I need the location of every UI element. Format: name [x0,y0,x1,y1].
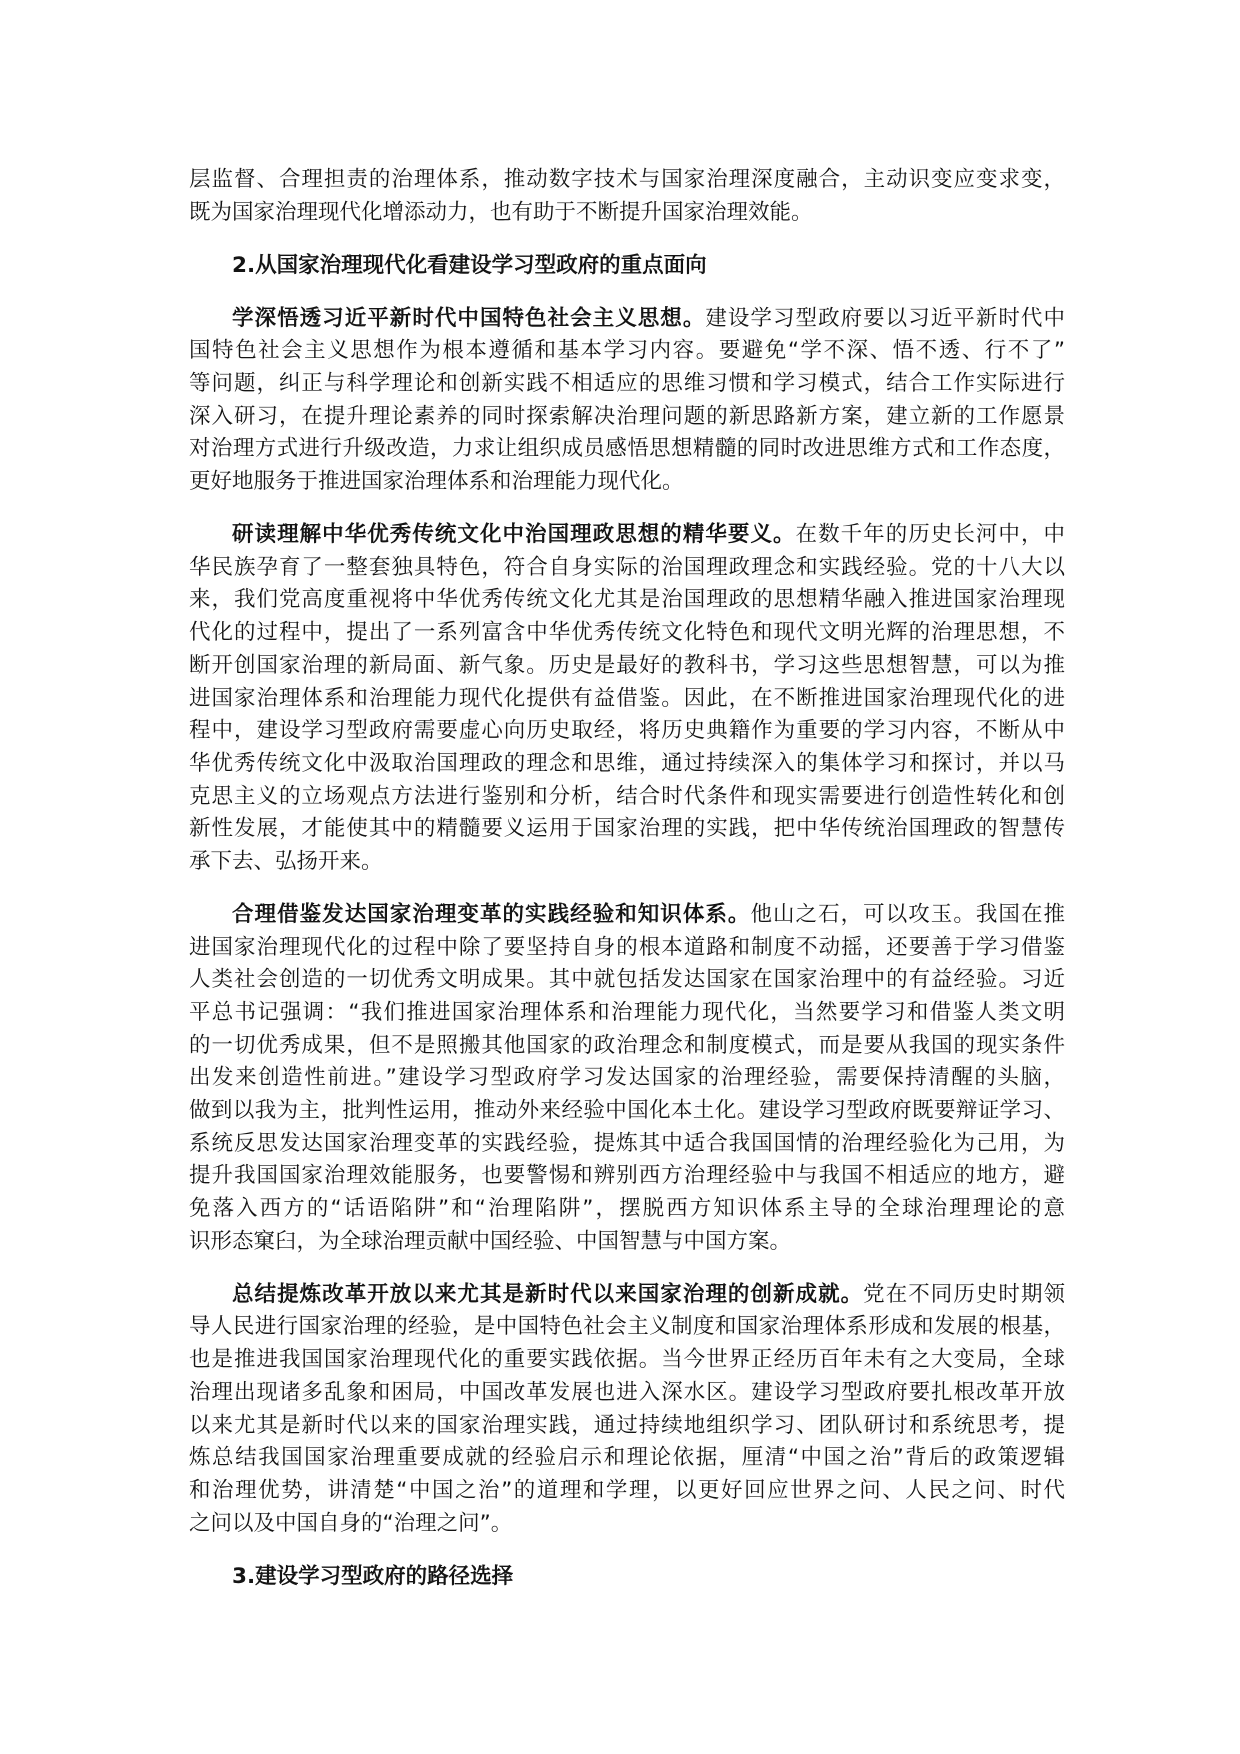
text-line: 出发来创造性前进。”建设学习型政府学习发达国家的治理经验，需要保持清醒的头脑， [189,1065,1065,1091]
text-line: 导人民进行国家治理的经验，是中国特色社会主义制度和国家治理体系形成和发展的根基， [189,1314,1065,1340]
text-line: 治理出现诸多乱象和困局，中国改革发展也进入深水区。建设学习型政府要扎根改革开放 [189,1379,1065,1405]
text-line: 进国家治理现代化的过程中除了要坚持自身的根本道路和制度不动摇，还要善于学习借鉴 [189,934,1065,960]
paragraph-lead: 学深悟透习近平新时代中国特色社会主义思想。 [232,305,706,331]
text-span: 他山之石，可以攻玉。我国在推 [750,901,1065,927]
text-line: 国特色社会主义思想作为根本遵循和基本学习内容。要避免“学不深、悟不透、行不了” [189,338,1065,364]
paragraph-lead: 合理借鉴发达国家治理变革的实践经验和知识体系。 [232,901,751,927]
text-line: 免落入西方的“话语陷阱”和“治理陷阱”，摆脱西方知识体系主导的全球治理理论的意 [189,1196,1065,1222]
text-line: 平总书记强调：“我们推进国家治理体系和治理能力现代化，当然要学习和借鉴人类文明 [189,1000,1065,1025]
text-line: 华民族孕育了一整套独具特色，符合自身实际的治国理政理念和实践经验。党的十八大以 [189,554,1065,580]
paragraph-continuation [189,164,1065,229]
text-line: 也是推进我国国家治理现代化的重要实践依据。当今世界正经历百年未有之大变局，全球 [189,1347,1065,1373]
paragraph-point-4 [189,1279,1065,1541]
text-line: 程中，建设学习型政府需要虚心向历史取经，将历史典籍作为重要的学习内容，不断从中 [189,718,1065,744]
text-line [189,899,1065,932]
text-line: 来，我们党高度重视将中华优秀传统文化尤其是治国理政的思想精华融入推进国家治理现 [189,587,1065,613]
text-line: 系统反思发达国家治理变革的实践经验，提炼其中适合我国国情的治理经验化为己用，为 [189,1130,1065,1156]
text-line: 的一切优秀成果，但不是照搬其他国家的政治理念和制度模式，而是要从我国的现实条件 [189,1032,1065,1058]
text-line: 新性发展，才能使其中的精髓要义运用于国家治理的实践，把中华传统治国理政的智慧传 [189,816,1065,842]
text-line: 克思主义的立场观点方法进行鉴别和分析，结合时代条件和现实需要进行创造性转化和创 [189,783,1065,809]
text-line: 做到以我为主，批判性运用，推动外来经验中国化本土化。建设学习型政府既要辩证学习、 [189,1098,1065,1124]
text-line: 华优秀传统文化中汲取治国理政的理念和思维，通过持续深入的集体学习和探讨，并以马 [189,750,1065,776]
section-heading: 3.建设学习型政府的路径选择 [232,1563,514,1589]
text-span: 建设学习型政府要以习近平新时代中 [705,305,1065,331]
text-line: 更好地服务于推进国家治理体系和治理能力现代化。 [189,469,684,495]
text-line: 识形态窠臼，为全球治理贡献中国经验、中国智慧与中国方案。 [189,1228,792,1254]
page-body [189,164,1065,1614]
text-line: 既为国家治理现代化增添动力，也有助于不断提升国家治理效能。 [189,199,813,225]
text-line: 人类社会创造的一切优秀文明成果。其中就包括发达国家在国家治理中的有益经验。习近 [189,967,1065,993]
text-line: 以来尤其是新时代以来的国家治理实践，通过持续地组织学习、团队研讨和系统思考，提 [189,1412,1065,1438]
text-line: 之问以及中国自身的“治理之问”。 [189,1510,513,1536]
text-line [189,1279,1065,1312]
text-line: 炼总结我国国家治理重要成就的经验启示和理论依据，厘清“中国之治”背后的政策逻辑 [189,1445,1065,1471]
paragraph-point-3 [189,899,1065,1259]
text-line: 深入研习，在提升理论素养的同时探索解决治理问题的新思路新方案，建立新的工作愿景 [189,403,1065,429]
text-line: 承下去、弘扬开来。 [189,848,383,874]
text-line: 代化的过程中，提出了一系列富含中华优秀传统文化特色和现代文明光辉的治理思想，不 [189,620,1065,646]
text-line: 和治理优势，讲清楚“中国之治”的道理和学理，以更好回应世界之问、人民之问、时代 [189,1477,1065,1503]
text-span: 党在不同历史时期领 [863,1281,1065,1307]
text-span: 在数千年的历史长河中，中 [795,522,1065,548]
text-line: 对治理方式进行升级改造，力求让组织成员感悟思想精髓的同时改进思维方式和工作态度， [189,436,1065,462]
paragraph-lead: 总结提炼改革开放以来尤其是新时代以来国家治理的创新成就。 [232,1281,864,1307]
section-heading: 2.从国家治理现代化看建设学习型政府的重点面向 [232,252,707,278]
text-line: 断开创国家治理的新局面、新气象。历史是最好的教科书，学习这些思想智慧，可以为推 [189,652,1065,678]
text-line: 提升我国国家治理效能服务，也要警惕和辨别西方治理经验中与我国不相适应的地方，避 [189,1163,1065,1189]
paragraph-lead: 研读理解中华优秀传统文化中治国理政思想的精华要义。 [232,522,796,548]
paragraph-point-1 [189,303,1065,499]
text-line: 等问题，纠正与科学理论和创新实践不相适应的思维习惯和学习模式，结合工作实际进行 [189,371,1065,397]
text-line [189,519,1065,552]
text-line: 层监督、合理担责的治理体系，推动数字技术与国家治理深度融合，主动识变应变求变， [189,167,1065,192]
text-line [189,303,1065,336]
paragraph-point-2 [189,519,1065,879]
text-line: 进国家治理体系和治理能力现代化提供有益借鉴。因此，在不断推进国家治理现代化的进 [189,685,1065,711]
